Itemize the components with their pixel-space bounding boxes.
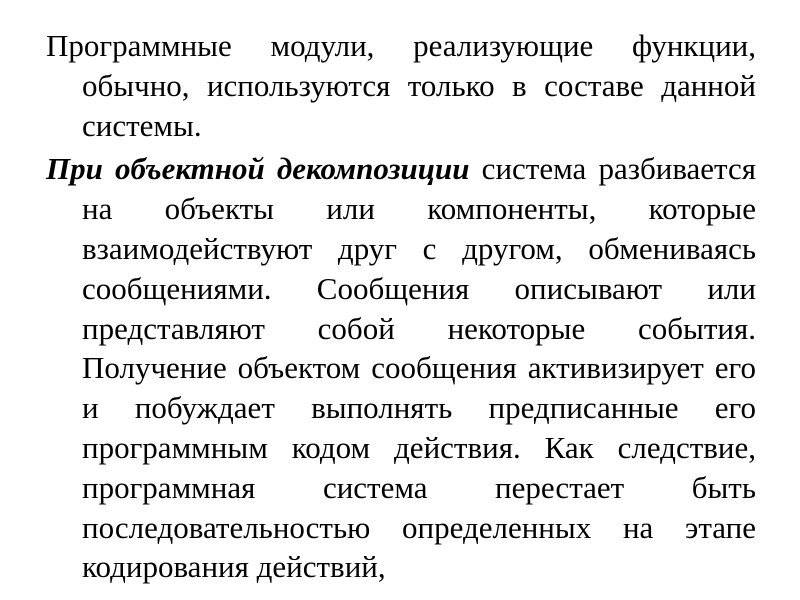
paragraph-2-text: система разбивается на объекты или компоненты, которые взаимодействуют друг с другом, обмениваясь сообщениями. Сообщения описывают или представляют собой некоторые события. Получение объектом сообщения активизирует его и побуждает выполнять предписанные его программным кодом действия. Как следствие, программная система перестает быть последовательностью определенных на этапе кодирования действий, xyxy=(82,151,757,585)
paragraph-2-emphasis: При объектной декомпозиции xyxy=(46,151,470,187)
paragraph-functional-modules xyxy=(46,26,756,145)
paragraph-object-decomposition xyxy=(46,149,756,587)
paragraph-1-text: Программные модули, реализующие функции, обычно, используются только в составе данной системы. xyxy=(46,28,756,143)
